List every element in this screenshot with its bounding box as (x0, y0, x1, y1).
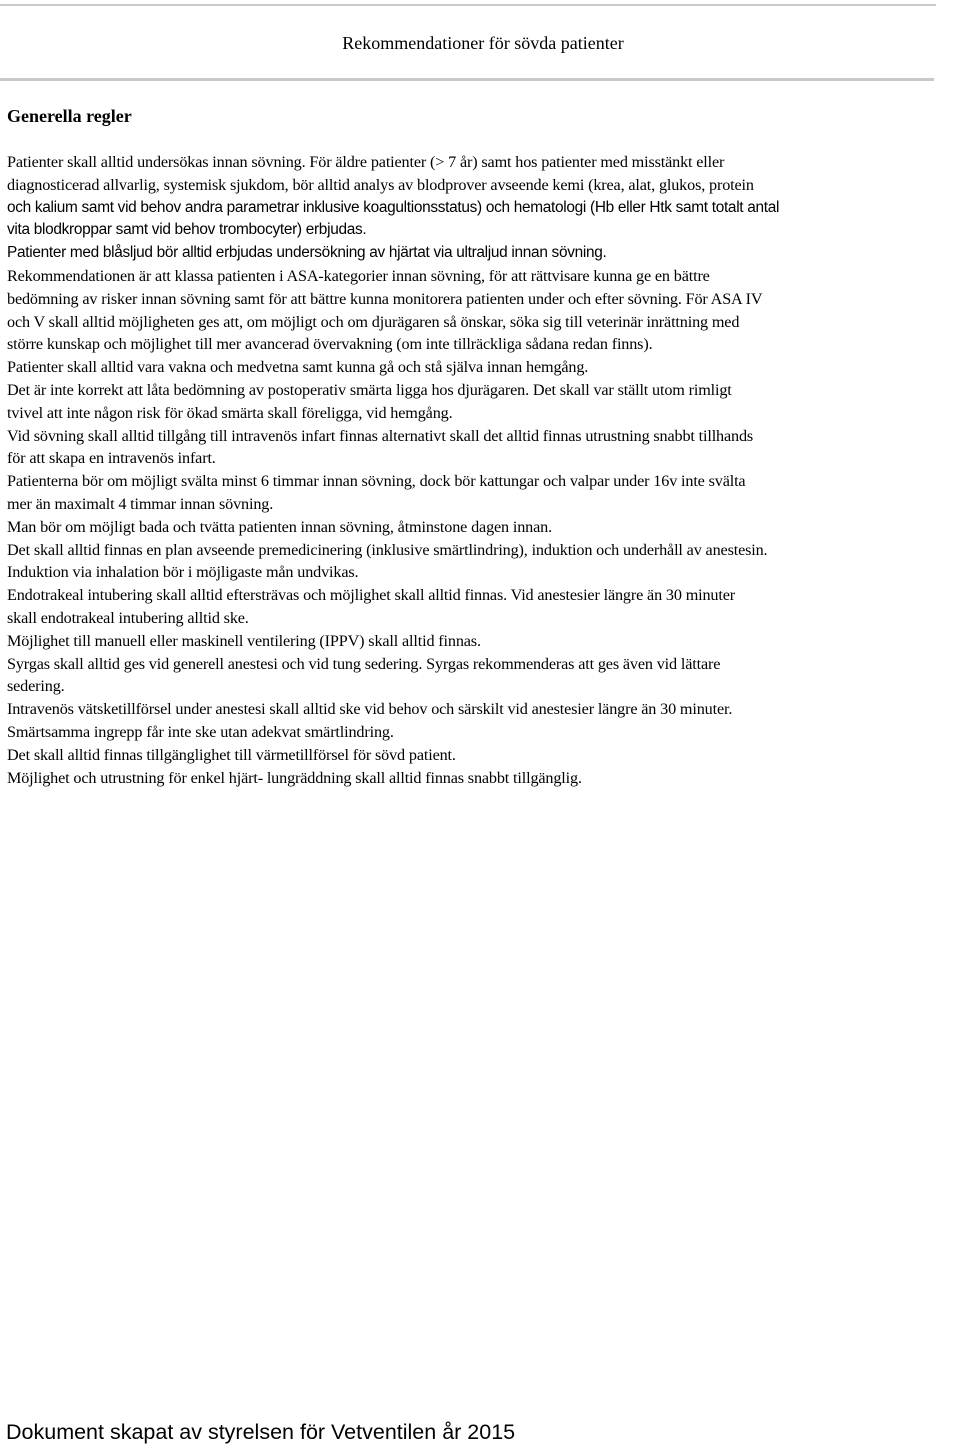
body-text-line: bedömning av risker innan sövning samt för att bättre kunna monitorera patienten under och efter sövning. För ASA IV (7, 289, 763, 308)
body-text-line: sedering. (7, 677, 65, 696)
body-text-line: Man bör om möjligt bada och tvätta patienten innan sövning, åtminstone dagen innan. (7, 517, 552, 536)
body-text-line: Patienter skall alltid vara vakna och medvetna samt kunna gå och stå själva innan hemgång. (7, 358, 589, 377)
body-text-line: Vid sövning skall alltid tillgång till intravenös infart finnas alternativt skall det alltid finnas utrustning snabbt tillhands (7, 426, 754, 445)
body-text-line: Det är inte korrekt att låta bedömning av postoperativ smärta ligga hos djurägaren. Det skall var ställt utom rimligt (7, 380, 732, 399)
section-heading: Generella regler (7, 106, 132, 126)
body-text-line: och V skall alltid möjligheten ges att, om möjligt och om djurägaren så önskar, söka sig till veterinär inrättning med (7, 312, 740, 331)
header-divider (0, 78, 934, 81)
page-header-title: Rekommendationer för sövda patienter (342, 33, 624, 53)
body-text-line: Möjlighet och utrustning för enkel hjärt- lungräddning skall alltid finnas snabbt tillgänglig. (7, 768, 582, 787)
body-text-line: vita blodkroppar samt vid behov trombocyter) erbjudas. (7, 221, 367, 239)
body-text-line: för att skapa en intravenös infart. (7, 449, 216, 468)
body-text-line: Induktion via inhalation bör i möjligaste mån undvikas. (7, 563, 359, 582)
body-text-line: Syrgas skall alltid ges vid generell anestesi och vid tung sedering. Syrgas rekommenderas att ges även vid lättare (7, 654, 721, 673)
body-text-line: Patienter med blåsljud bör alltid erbjudas undersökning av hjärtat via ultraljud innan sövning. (7, 244, 607, 262)
body-text-line: Det skall alltid finnas en plan avseende premedicinering (inklusive smärtlindring), induktion och underhåll av anestesin. (7, 540, 768, 559)
body-text-line: Intravenös vätsketillförsel under anestesi skall alltid ske vid behov och särskilt vid anestesier längre än 30 minuter. (7, 700, 733, 719)
body-text-line: Endotrakeal intubering skall alltid eftersträvas och möjlighet skall alltid finnas. Vid anestesier längre än 30 minuter (7, 586, 735, 605)
body-text-line: mer än maximalt 4 timmar innan sövning. (7, 494, 274, 513)
body-text-line: Det skall alltid finnas tillgänglighet till värmetillförsel för sövd patient. (7, 745, 456, 764)
body-text-line: tvivel att inte någon risk för ökad smärta skall föreligga, vid hemgång. (7, 403, 453, 422)
body-text-line: diagnosticerad allvarlig, systemisk sjukdom, bör alltid analys av blodprover avseende kemi (krea, alat, glukos, protein (7, 175, 754, 194)
top-divider (0, 4, 936, 6)
page-footer: Dokument skapat av styrelsen för Vetventilen år 2015 (6, 1420, 516, 1444)
body-text-line: Patienterna bör om möjligt svälta minst 6 timmar innan sövning, dock bör kattungar och valpar under 16v inte svälta (7, 472, 746, 491)
body-text-line: och kalium samt vid behov andra parametrar inklusive koagultionsstatus) och hematologi (Hb eller Htk samt totalt antal (7, 198, 780, 216)
body-text-line: skall endotrakeal intubering alltid ske. (7, 608, 249, 627)
body-text-line: större kunskap och möjlighet till mer avancerad övervakning (om inte tillräckliga sådana redan finns). (7, 335, 653, 354)
body-text-line: Patienter skall alltid undersökas innan sövning. För äldre patienter (> 7 år) samt hos patienter med misstänkt eller (7, 153, 725, 171)
body-text-line: Rekommendationen är att klassa patienten i ASA-kategorier innan sövning, för att rättvisare kunna ge en bättre (7, 266, 710, 285)
body-text-line: Smärtsamma ingrepp får inte ske utan adekvat smärtlindring. (7, 722, 394, 741)
body-text-line: Möjlighet till manuell eller maskinell ventilering (IPPV) skall alltid finnas. (7, 631, 481, 650)
document-body (7, 151, 960, 789)
